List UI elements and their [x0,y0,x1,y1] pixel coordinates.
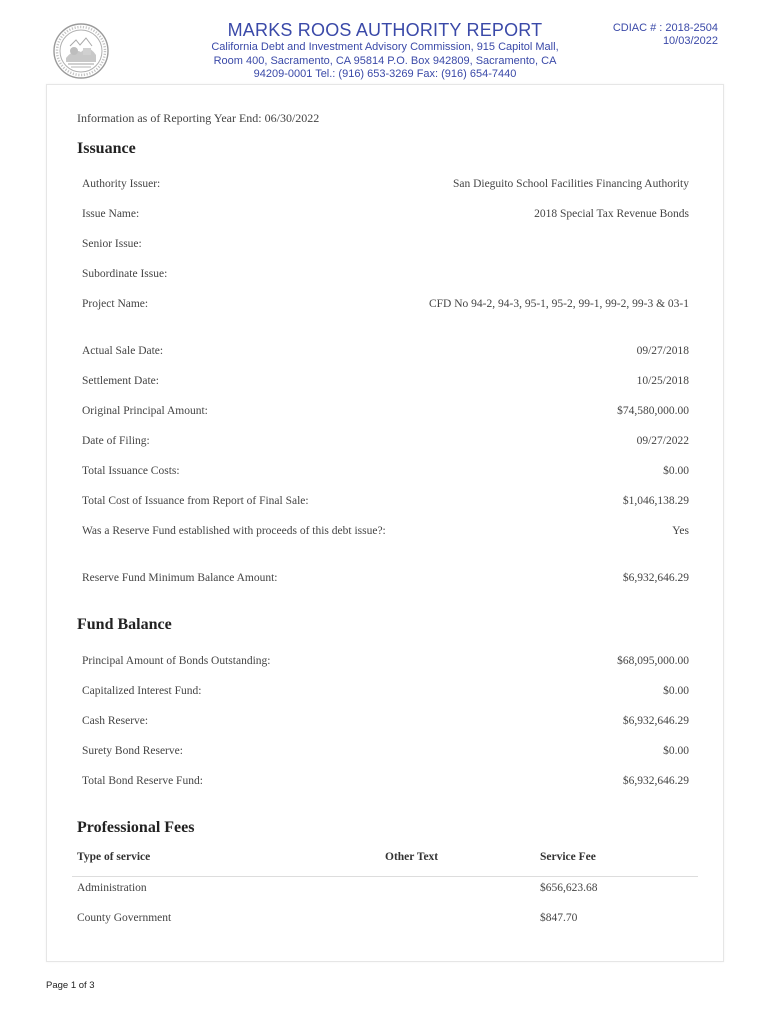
fee-amount: $656,623.68 [540,882,598,894]
row-value: $68,095,000.00 [617,655,689,667]
row-label: Surety Bond Reserve: [82,745,183,757]
reporting-year-info: Information as of Reporting Year End: 06/30/2022 [77,111,320,125]
row-value: San Dieguito School Facilities Financing Authority [452,178,689,190]
row-label: Original Principal Amount: [82,405,208,417]
page-number: Page 1 of 3 [46,980,95,991]
address-line-3: 94209-0001 Tel.: (916) 653-3269 Fax: (916) 654-7440 [253,68,517,80]
row-value: 09/27/2018 [636,345,689,357]
row-label: Total Bond Reserve Fund: [82,775,203,787]
row-label: Authority Issuer: [82,178,161,190]
row-label: Principal Amount of Bonds Outstanding: [82,655,271,667]
fees-header-other: Other Text [385,851,439,863]
row-value: 2018 Special Tax Revenue Bonds [534,208,689,220]
fee-amount: $847.70 [540,912,578,924]
row-label: Project Name: [82,298,149,310]
report-date: 10/03/2022 [662,35,718,47]
row-label: Subordinate Issue: [82,268,168,280]
row-value: $0.00 [663,465,689,477]
professional-fees-title: Professional Fees [77,819,195,836]
address-line-1: California Debt and Investment Advisory Commission, 915 Capitol Mall, [211,41,559,53]
row-label: Total Issuance Costs: [82,465,180,477]
row-value: $6,932,646.29 [622,715,689,727]
row-label: Senior Issue: [82,238,142,250]
report-title: MARKS ROOS AUTHORITY REPORT [227,20,543,40]
row-label: Total Cost of Issuance from Report of Final Sale: [82,495,309,507]
cdiac-block [613,22,718,48]
fees-header-fee: Service Fee [540,851,596,863]
row-value: $1,046,138.29 [622,495,689,507]
row-label: Date of Filing: [82,435,150,447]
row-label: Reserve Fund Minimum Balance Amount: [82,572,278,584]
row-value: $6,932,646.29 [622,572,689,584]
row-value: $6,932,646.29 [622,775,689,787]
row-value: 10/25/2018 [636,375,689,387]
row-value: $0.00 [663,685,689,697]
row-label: Issue Name: [82,208,140,220]
address-line-2: Room 400, Sacramento, CA 95814 P.O. Box 942809, Sacramento, CA [213,54,557,67]
issuance-title: Issuance [77,140,136,157]
cdiac-number: CDIAC # : 2018-2504 [612,22,718,34]
row-value: CFD No 94-2, 94-3, 95-1, 95-2, 99-1, 99-2, 99-3 & 03-1 [428,298,689,310]
row-label: Settlement Date: [82,375,159,387]
state-seal-icon [52,22,110,80]
commission-address [196,41,574,82]
row-label: Capitalized Interest Fund: [82,685,202,697]
row-value: Yes [672,525,689,537]
row-value: $74,580,000.00 [617,405,689,417]
fees-header-divider [72,876,698,877]
fee-type: County Government [77,912,172,924]
row-label: Cash Reserve: [82,715,149,727]
row-value: $0.00 [663,745,689,757]
row-label: Actual Sale Date: [82,345,164,357]
row-label: Was a Reserve Fund established with proceeds of this debt issue?: [82,525,386,537]
fees-header-type: Type of service [77,851,151,863]
row-value: 09/27/2022 [636,435,689,447]
fund-balance-title: Fund Balance [77,616,172,633]
fee-type: Administration [77,882,147,894]
